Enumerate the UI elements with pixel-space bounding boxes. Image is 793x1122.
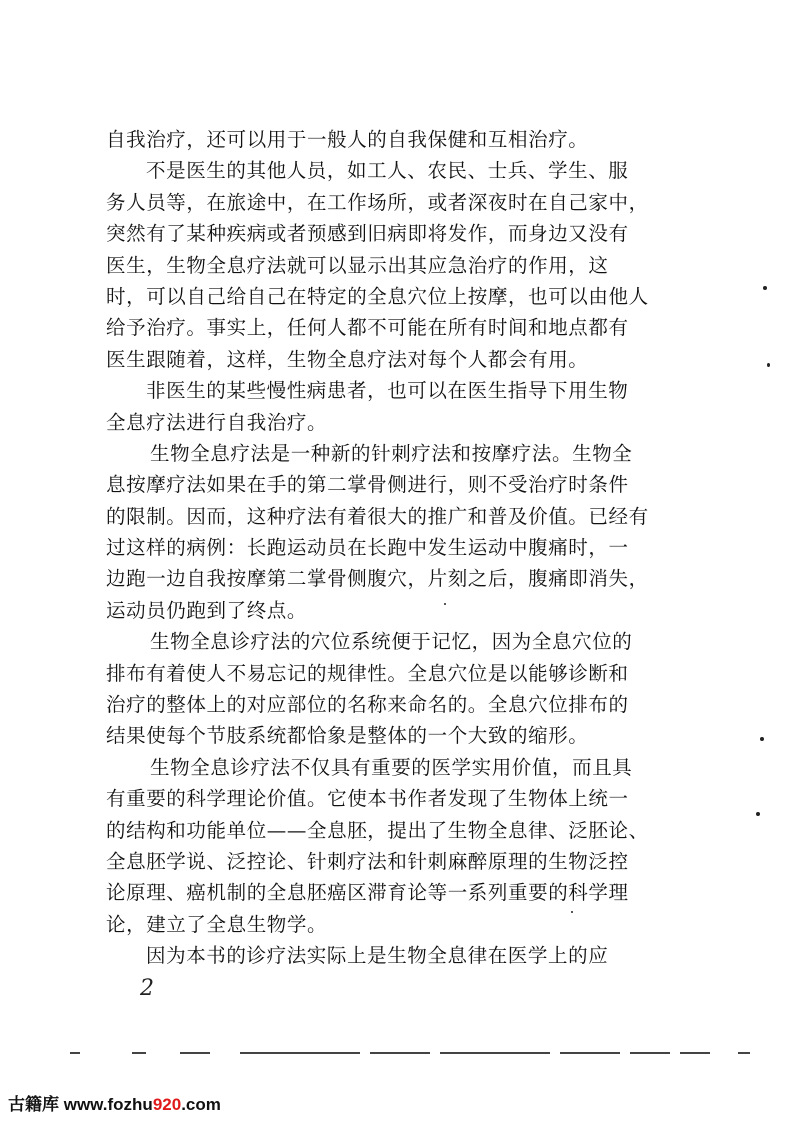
text-line: 医生跟随着，这样，生物全息疗法对每个人都会有用。 [106, 347, 589, 371]
paragraph-start-line: 生物全息诊疗法不仅具有重要的医学实用价值，而且具 [150, 755, 633, 779]
scan-speck [756, 812, 760, 816]
paragraph-start-line: 因为本书的诊疗法实际上是生物全息律在医学上的应 [146, 944, 609, 968]
text-line: 医生，生物全息疗法就可以显示出其应急治疗的作用，这 [106, 253, 609, 277]
text-line: 过这样的病例：长跑运动员在长跑中发生运动中腹痛时，一 [106, 536, 629, 560]
scan-speck [763, 286, 767, 290]
scan-speck [767, 363, 770, 367]
text-line: 结果使每个节肢系统都恰象是整体的一个大致的缩形。 [106, 724, 589, 748]
text-line: 时，可以自己给自己在特定的全息穴位上按摩，也可以由他人 [106, 284, 649, 308]
page-number: 2 [140, 976, 154, 1001]
text-line: 务人员等，在旅途中，在工作场所，或者深夜时在自己家中， [106, 190, 649, 214]
scan-speck [571, 911, 573, 913]
text-line: 论原理、癌机制的全息胚癌区滞育论等一系列重要的科学理 [106, 881, 629, 905]
text-line: 的限制。因而，这种疗法有着很大的推广和普及价值。已经有 [106, 504, 649, 528]
paragraph-start-line: 非医生的某些慢性病患者，也可以在医生指导下用生物 [146, 379, 629, 403]
body-text [106, 124, 674, 972]
paragraph-start-line: 生物全息诊疗法的穴位系统便于记忆，因为全息穴位的 [150, 630, 633, 654]
text-line: 边跑一边自我按摩第二掌骨侧腹穴，片刻之后，腹痛即消失， [106, 567, 649, 591]
paragraph-start-line: 生物全息疗法是一种新的针刺疗法和按摩疗法。生物全 [150, 441, 633, 465]
site-watermark [8, 1090, 221, 1115]
text-line: 治疗的整体上的对应部位的名称来命名的。全息穴位排布的 [106, 693, 629, 717]
watermark-suffix: .com [181, 1095, 221, 1114]
text-line: 全息胚学说、泛控论、针刺疗法和针刺麻醉原理的生物泛控 [106, 849, 629, 873]
text-line: 给予治疗。事实上，任何人都不可能在所有时间和地点都有 [106, 316, 629, 340]
text-line: 排布有着使人不易忘记的规律性。全息穴位是以能够诊断和 [106, 661, 629, 685]
scan-edge-noise [70, 1052, 760, 1058]
text-line: 息按摩疗法如果在手的第二掌骨侧进行，则不受治疗时条件 [106, 473, 629, 497]
text-line: 全息疗法进行自我治疗。 [106, 410, 328, 434]
text-line: 的结构和功能单位——全息胚，提出了生物全息律、泛胚论、 [106, 818, 649, 842]
scan-speck [760, 737, 764, 741]
text-line: 论，建立了全息生物学。 [106, 912, 328, 936]
paragraph-start-line: 不是医生的其他人员，如工人、农民、士兵、学生、服 [146, 159, 629, 183]
text-line: 突然有了某种疾病或者预感到旧病即将发作，而身边又没有 [106, 222, 629, 246]
text-line: 自我治疗，还可以用于一般人的自我保健和互相治疗。 [106, 128, 589, 151]
text-line: 有重要的科学理论价值。它使本书作者发现了生物体上统一 [106, 787, 629, 811]
watermark-prefix: 古籍库 www.fozhu [8, 1095, 153, 1114]
scan-speck [444, 603, 446, 605]
watermark-highlight: 920 [152, 1095, 182, 1114]
text-line: 运动员仍跑到了终点。 [106, 598, 308, 622]
